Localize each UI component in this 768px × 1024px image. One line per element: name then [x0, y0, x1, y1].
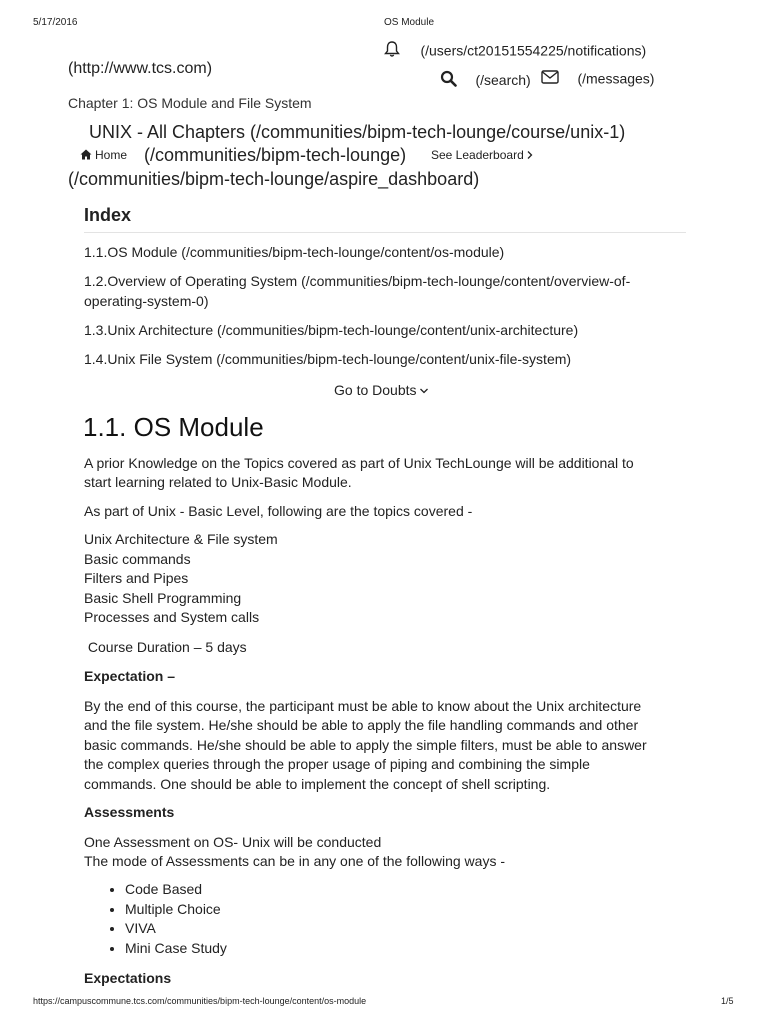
search-link-text: (/search) — [475, 72, 531, 89]
leaderboard-link[interactable] — [431, 148, 533, 162]
intro-line-2: start learning related to Unix-Basic Module. — [84, 474, 352, 490]
topic-item: Basic commands — [84, 550, 191, 567]
go-to-doubts-button[interactable] — [334, 381, 428, 398]
index-item-unix-file-system[interactable]: 1.4.Unix File System (/communities/bipm-tech-lounge/content/unix-file-system) — [84, 351, 572, 367]
dashboard-link[interactable]: (/communities/bipm-tech-lounge/aspire_dashboard) — [68, 169, 480, 189]
expectation-line: and the file system. He/she should be able to apply the file handling commands and other — [84, 717, 639, 733]
topics-intro: As part of Unix - Basic Level, following are the topics covered - — [84, 503, 473, 519]
notifications-link-text: (/users/ct20151554225/notifications) — [420, 42, 647, 59]
topics-list — [84, 530, 278, 628]
assessments-heading: Assessments — [84, 804, 175, 820]
topic-item: Basic Shell Programming — [84, 589, 242, 606]
chevron-right-icon — [527, 148, 533, 162]
expectation-line: By the end of this course, the participant must be able to know about the Unix architecture — [84, 698, 642, 714]
chevron-down-icon — [420, 381, 428, 397]
chapter-title: Chapter 1: OS Module and File System — [68, 95, 312, 111]
list-item: • Mini Case Study — [125, 939, 227, 959]
intro-line-1: A prior Knowledge on the Topics covered as part of Unix TechLounge will be additional to — [84, 455, 634, 471]
expectations-heading: Expectations — [84, 970, 172, 986]
assessment-modes-list — [84, 880, 227, 958]
list-item: • VIVA — [125, 919, 227, 939]
go-to-doubts-label: Go to Doubts — [334, 382, 417, 398]
list-item: • Code Based — [125, 880, 227, 900]
assessment-line-2: The mode of Assessments can be in any one of the following ways - — [84, 853, 506, 869]
leaderboard-label: See Leaderboard — [431, 148, 524, 162]
expectation-line: basic commands. He/she should be able to apply the simple filters, must be able to answer — [84, 737, 647, 753]
course-link[interactable]: UNIX - All Chapters (/communities/bipm-tech-lounge/course/unix-1) — [89, 122, 626, 142]
site-home-link[interactable]: (http://www.tcs.com) — [68, 60, 213, 77]
home-label: Home — [95, 148, 128, 162]
expectation-line: the complex queries through the proper usage of piping and combining the simple — [84, 756, 590, 772]
page-title: 1.1. OS Module — [83, 412, 264, 442]
index-heading: Index — [84, 205, 132, 225]
topic-item: Unix Architecture & File system — [84, 531, 278, 547]
breadcrumb-home[interactable] — [80, 148, 127, 163]
index-item-unix-architecture[interactable]: 1.3.Unix Architecture (/communities/bipm-tech-lounge/content/unix-architecture) — [84, 322, 579, 338]
topic-item: Processes and System calls — [84, 609, 260, 626]
search-link[interactable] — [440, 70, 531, 90]
index-item-overview[interactable]: 1.2.Overview of Operating System (/communities/bipm-tech-lounge/content/overview-of- — [84, 273, 631, 289]
topic-item: Filters and Pipes — [84, 570, 189, 587]
search-icon — [440, 70, 457, 92]
print-footer-url: https://campuscommune.tcs.com/communities/bipm-tech-lounge/content/os-module — [33, 996, 367, 1006]
print-page-number: 1/5 — [721, 996, 734, 1006]
index-divider — [84, 232, 686, 233]
notifications-link[interactable] — [384, 40, 646, 60]
envelope-icon — [541, 70, 559, 89]
index-item-overview-cont[interactable]: operating-system-0) — [84, 293, 209, 309]
course-duration: Course Duration – 5 days — [84, 639, 247, 655]
messages-link-text: (/messages) — [577, 70, 655, 87]
messages-link[interactable] — [541, 70, 654, 90]
list-item: • Multiple Choice — [125, 900, 227, 920]
index-item-os-module[interactable]: 1.1.OS Module (/communities/bipm-tech-lounge/content/os-module) — [84, 244, 505, 260]
expectation-line: commands. One should be able to implement the concept of shell scripting. — [84, 776, 551, 792]
expectation-heading: Expectation – — [84, 668, 176, 684]
home-icon — [80, 149, 92, 163]
assessment-line-1: One Assessment on OS- Unix will be conducted — [84, 834, 382, 850]
community-link[interactable]: (/communities/bipm-tech-lounge) — [144, 145, 407, 165]
bell-icon — [384, 40, 400, 63]
print-doc-title: OS Module — [384, 17, 435, 28]
print-date: 5/17/2016 — [33, 17, 78, 28]
